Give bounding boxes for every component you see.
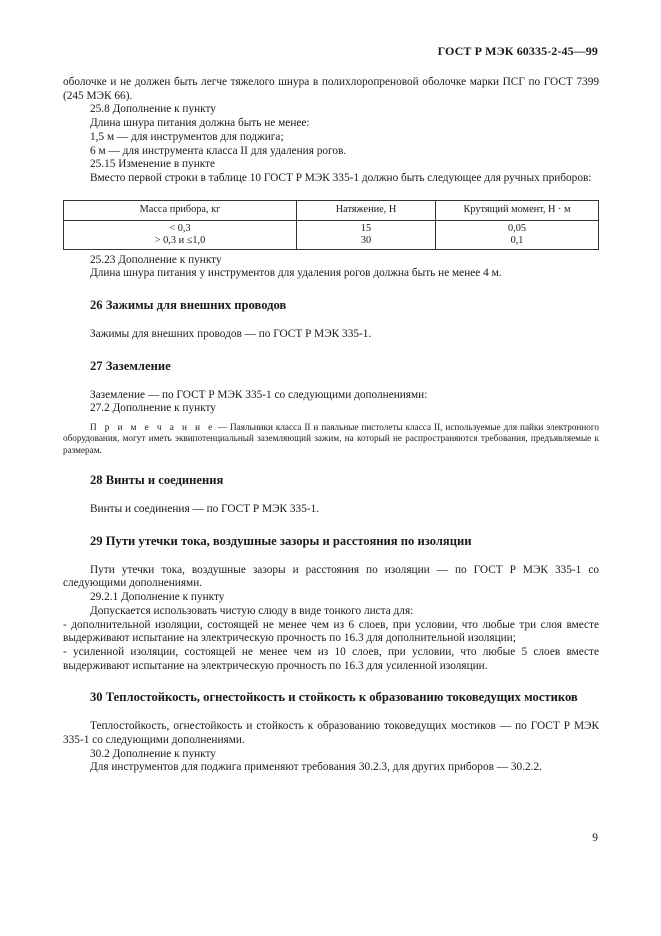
paragraph: Винты и соединения — по ГОСТ Р МЭК 335-1. bbox=[90, 503, 320, 516]
cell-line: > 0,3 и ≤1,0 bbox=[154, 234, 206, 246]
paragraph: Заземление — по ГОСТ Р МЭК 335-1 со следующими дополнениями: bbox=[90, 388, 428, 401]
table-row bbox=[64, 220, 599, 249]
section-heading: 27 Заземление bbox=[90, 358, 171, 373]
column-header-mass: Масса прибора, кг bbox=[64, 200, 297, 220]
table-cell-torque bbox=[436, 220, 599, 249]
paragraph: Вместо первой строки в таблице 10 ГОСТ Р МЭК 335-1 должно быть следующее для ручных приборов: bbox=[90, 171, 592, 184]
page-body bbox=[63, 76, 599, 775]
list-item: - дополнительной изоляции, состоящей не менее чем из 6 слоев, при условии, что любые три слоя вместе выдерживают испытание на электрическую прочность по 16.3 для дополнительной изоляции; bbox=[63, 618, 599, 645]
column-header-pull: Натяжение, Н bbox=[297, 200, 436, 220]
section-heading: 30 Теплостойкость, огнестойкость и стойкость к образованию токоведущих мостиков bbox=[90, 690, 578, 705]
cell-line: 0,1 bbox=[510, 234, 524, 246]
paragraph: Допускается использовать чистую слюду в виде тонкого листа для: bbox=[90, 604, 414, 617]
table-cell-mass bbox=[64, 220, 297, 249]
note-text: — Паяльники класса II и паяльные пистолеты класса II, используемые для пайки электронного оборудования, могут иметь эквипотенциальный заземляющий зажим, на который не распространяются требования, предъявляемые к размерам. bbox=[63, 422, 599, 455]
cell-line: 30 bbox=[360, 234, 372, 246]
section-heading: 26 Зажимы для внешних проводов bbox=[90, 298, 287, 313]
section-heading: 29 Пути утечки тока, воздушные зазоры и расстояния по изоляции bbox=[90, 533, 472, 548]
table-cell-pull bbox=[297, 220, 436, 249]
paragraph: оболочке и не должен быть легче тяжелого шнура в полихлоропреновой оболочке марки ПСГ по ГОСТ 7399 (245 МЭК 66). bbox=[63, 76, 599, 102]
clause-ref: 25.23 Дополнение к пункту bbox=[90, 253, 222, 266]
paragraph: 1,5 м — для инструментов для поджига; bbox=[90, 130, 284, 143]
section-heading: 28 Винты и соединения bbox=[90, 473, 224, 488]
note-label: П р и м е ч а н и е bbox=[90, 422, 215, 433]
clause-ref: 25.15 Изменение в пункте bbox=[90, 158, 216, 171]
paragraph: 6 м — для инструмента класса II для удаления рогов. bbox=[90, 144, 347, 157]
paragraph: Пути утечки тока, воздушные зазоры и расстояния по изоляции — по ГОСТ Р МЭК 335-1 со следующими дополнениями. bbox=[63, 563, 599, 590]
clause-ref: 27.2 Дополнение к пункту bbox=[90, 402, 216, 415]
clause-ref: 25.8 Дополнение к пункту bbox=[90, 103, 216, 116]
paragraph: Для инструментов для поджига применяют требования 30.2.3, для других приборов — 30.2.2. bbox=[90, 761, 542, 774]
clause-ref: 29.2.1 Дополнение к пункту bbox=[90, 591, 225, 604]
clause-ref: 30.2 Дополнение к пункту bbox=[90, 747, 216, 760]
page-number: 9 bbox=[592, 832, 598, 844]
paragraph: Длина шнура питания должна быть не менее: bbox=[90, 117, 310, 130]
cell-line: 15 bbox=[360, 222, 372, 234]
paragraph: Теплостойкость, огнестойкость и стойкость к образованию токоведущих мостиков — по ГОСТ Р МЭК 335-1 со следующими дополнениями. bbox=[63, 720, 599, 747]
running-header: ГОСТ Р МЭК 60335-2-45—99 bbox=[437, 44, 598, 58]
table-header-row bbox=[64, 200, 599, 220]
list-item: - усиленной изоляции, состоящей не менее чем из 10 слоев, при условии, что любые 5 слоев вместе выдерживают испытание на электрическую прочность по 16.3 для усиленной изоляции. bbox=[63, 645, 599, 672]
cell-line: < 0,3 bbox=[169, 222, 191, 234]
column-header-torque: Крутящий момент, Н · м bbox=[436, 200, 599, 220]
paragraph: Длина шнура питания у инструментов для удаления рогов должна быть не менее 4 м. bbox=[90, 267, 502, 280]
cord-strain-table bbox=[63, 200, 599, 250]
paragraph: Зажимы для внешних проводов — по ГОСТ Р МЭК 335-1. bbox=[90, 328, 372, 341]
note bbox=[63, 422, 599, 456]
cell-line: 0,05 bbox=[507, 222, 527, 234]
